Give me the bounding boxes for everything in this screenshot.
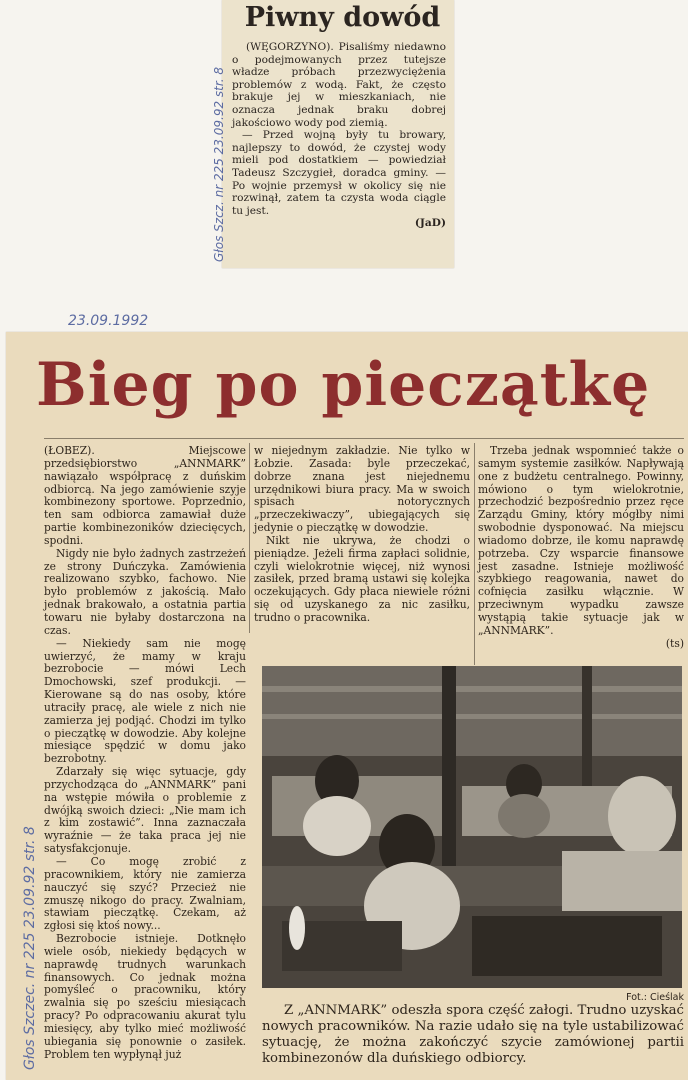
author-signature: (ts) xyxy=(665,636,684,650)
factory-photo xyxy=(262,666,682,988)
paragraph: Nigdy nie było żadnych zastrzeżeń ze strony Duńczyka. Zamówienia realizowano szybko, fachowo. Nie było problemów z jakością. Mało jednak brakowało, a ostatnia partia towaru nie byłaby dostarczona na czas. xyxy=(44,546,246,637)
headline: Bieg po pieczątkę xyxy=(36,350,651,420)
paragraph: — Co mogę zrobić z pracownikiem, który nie zamierza nauczyć się szyć? Przecież nie zmuszę nikogo do pracy. Zwalniam, stawiam pieczątkę. Czekam, aż zgłosi się ktoś nowy... xyxy=(44,855,246,933)
photo-caption xyxy=(262,1003,684,1067)
paragraph: Nikt nie ukrywa, że chodzi o pieniądze. Jeżeli firma zapłaci solidnie, czyli wielokrotnie więcej, niż wynosi zasiłek, przed bramą ustawi się kolejka oczekujących. Gdy płaca niewiele różni się od uzyskanego za nic zasiłku, trudno o pracownika. xyxy=(254,533,470,624)
column-3 xyxy=(478,445,684,651)
paragraph: Bezrobocie istnieje. Dotknęło wiele osób, niekiedy będących w naprawdę trudnych warunkach finansowych. Co jednak można pomyśleć o pracowniku, który zwalnia się po sześciu miesiącach pracy? Po odpracowaniu akurat tylu miesięcy, aby tylko mieć możliwość ubiegania się ponownie o zasiłek. Problem ten wypłynął już xyxy=(44,932,246,1061)
paragraph: (ŁOBEZ). Miejscowe przedsiębiorstwo „ANNMARK” nawiązało współpracę z duńskim odbiorcą. Na jego zamówienie szyje kombinezony sportowe. Poprzednio, ten sam odbiorca zamawiał duże partie kombinezoników dziecięcych, spodni. xyxy=(44,444,246,547)
caption-text: Z „ANNMARK” odeszła spora część załogi. Trudno uzyskać nowych pracowników. Na razie udało się na tyle ustabilizować sytuację, że można zakończyć szycie zamówionej partii kombinezonów dla duńskiego odbiorcy. xyxy=(262,1003,684,1066)
paragraph: — Niekiedy sam nie mogę uwierzyć, że mamy w kraju bezrobocie — mówi Lech Dmochowski, szef produkcji. — Kierowane są do nas osoby, które utraciły pracę, ale wiele z nich nie zamierza jej podjąć. Chodzi im tylko o pieczątkę w dowodzie. Aby kolejne miesiące spędzić w domu jako bezrobotny. xyxy=(44,636,246,766)
paragraph: (WĘGORZYNO). Pisaliśmy niedawno o podejmowanych przez tutejsze władze próbach przezwyciężenia problemów z wodą. Fakt, że często brakuje jej w mieszkaniach, nie oznacza jednak braku dobrej jakościowo wody pod ziemią. xyxy=(232,41,446,129)
paragraph: Zdarzały się więc sytuacje, gdy przychodząca do „ANNMARK” pani na wstępie mówiła o problemie z dwójką swoich dzieci: „Nie mam ich z kim zostawić”. Inna zaznaczała wyraźnie — że taka praca jej nie satysfakcjonuje. xyxy=(44,765,246,856)
signature-row xyxy=(478,638,684,651)
column-1 xyxy=(44,445,246,1062)
paragraph: Trzeba jednak wspomnieć także o samym systemie zasiłków. Napływają one z budżetu centralnego. Powinny, mówiono o tym wielokrotnie, przechodzić bezpośrednio przez ręce Zarządu Gminy, który mógłby nimi swobodnie dysponować. Na miejscu wiadomo dobrze, ile komu naprawdę potrzeba. Czy wsparcie finansowe jest zasadne. Istnieje możliwość szybkiego reagowania, nawet do cofnięcia zasiłku włącznie. W przeciwnym wypadku zawsze wystąpią takie sytuacje jak w „ANNMARK”. xyxy=(478,444,684,637)
divider xyxy=(44,438,684,439)
handwritten-note: Głos Szcz. nr 225 23.09.92 str. 8 xyxy=(212,67,226,262)
sewing-workshop-image xyxy=(262,666,682,988)
column-divider xyxy=(249,443,250,633)
paragraph: w niejednym zakładzie. Nie tylko w Łobzie. Zasada: byle przeczekać, dobrze znana jest niejednemu urzędnikowi biura pracy. Ma w swoich spisach notorycznych „przeczekiwaczy”, ubiegających się jedynie o pieczątkę w dowodzie. xyxy=(254,444,470,535)
article-body xyxy=(232,41,446,230)
author-signature: (JaD) xyxy=(414,217,446,230)
paragraph: — Przed wojną były tu browary, najlepszy to dowód, że czystej wody mieli pod dostatkiem — powiedział Tadeusz Szczygieł, doradca gminy. — Po wojnie przemysł w okolicy się nie rozwinął, zatem ta czysta woda ciągle tu jest. xyxy=(232,129,446,217)
photo-credit: Fot.: Cieślak xyxy=(626,992,684,1003)
column-divider xyxy=(474,443,475,665)
handwritten-date: 23.09.1992 xyxy=(68,313,149,329)
handwritten-note: Głos Szczec. nr 225 23.09.92 str. 8 xyxy=(22,826,38,1070)
article-title: Piwny dowód xyxy=(244,2,441,33)
column-2 xyxy=(254,445,470,625)
